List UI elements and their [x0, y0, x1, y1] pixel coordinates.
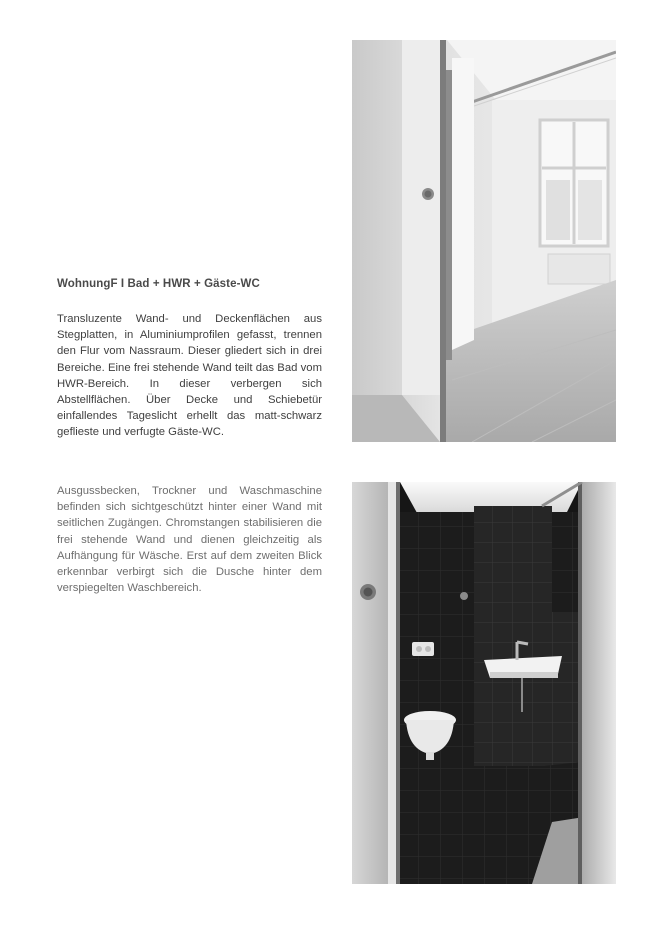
section-title: WohnungF I Bad + HWR + Gäste-WC [57, 278, 260, 290]
photo-bathroom-hwr [352, 40, 616, 442]
photo-guest-wc [352, 482, 616, 884]
description-paragraph-1: Transluzente Wand- und Deckenflächen aus Stegplatten, in Aluminiumprofilen gefasst, trennen den Flur vom Nassraum. Dieser gliedert sich in drei Bereiche. Eine frei stehende Wand teilt das Bad vom HWR-Bereich. In dieser verbergen sich Abstellflächen. Über Decke und Schiebetür einfallendes Tageslicht erhellt das matt-schwarz geflieste und verfugte Gäste-WC. [57, 313, 322, 439]
description-paragraph-2: Ausgussbecken, Trockner und Waschmaschine befinden sich sichtgeschützt hinter einer Wand mit seitlichen Zugängen. Chromstangen stabilisieren die frei stehende Wand und dienen gleichzeitig als Aufhängung für Wäsche. Erst auf dem zweiten Blick erkennbar verbirgt sich die Dusche hinter dem verspiegelten Waschbereich. [57, 485, 322, 595]
